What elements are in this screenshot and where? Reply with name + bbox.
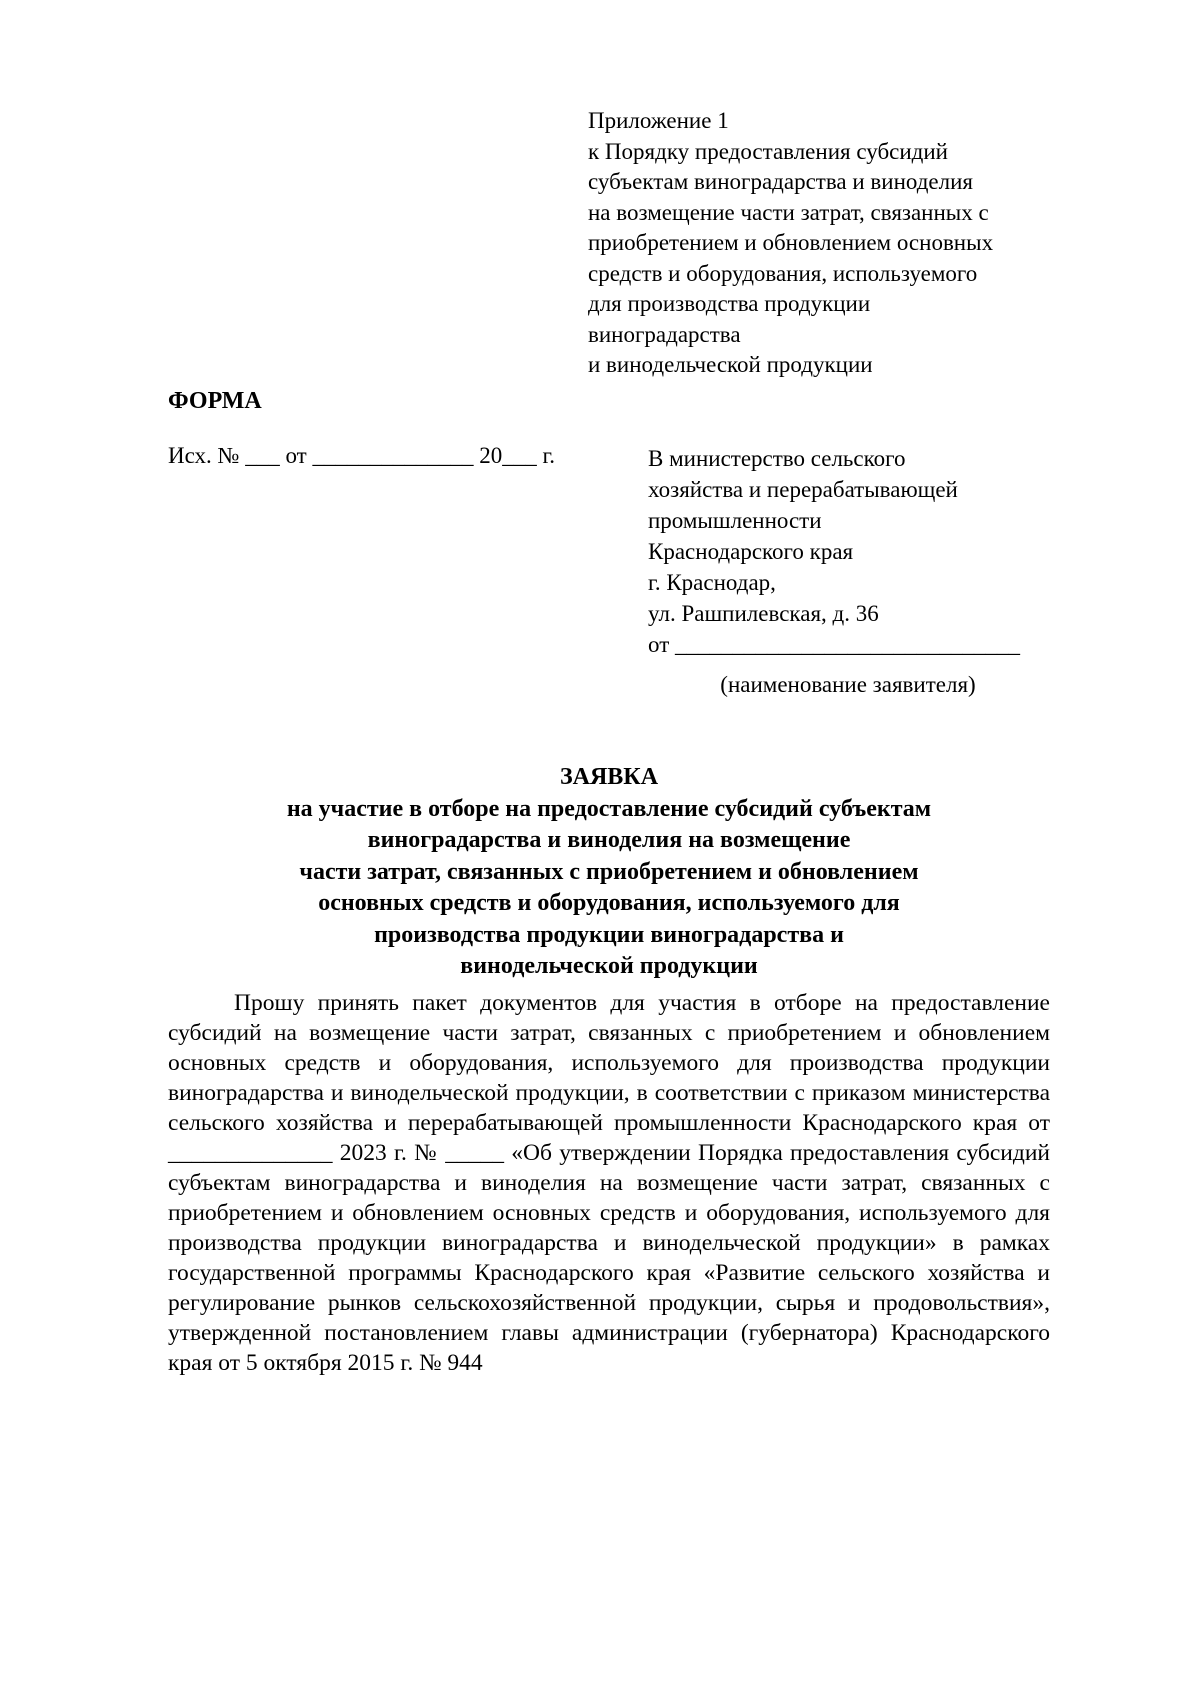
application-subtitle-line: производства продукции виноградарства и xyxy=(374,921,844,948)
application-title: ЗАЯВКА xyxy=(559,764,659,790)
appendix-line: приобретением и обновлением основных xyxy=(588,230,994,255)
appendix-line: средств и оборудования, используемого xyxy=(588,260,978,286)
appendix-line: субъектам виноградарства и виноделия xyxy=(588,169,974,194)
form-label: ФОРМА xyxy=(168,388,262,414)
addressee-from-blank-line: от ______________________________ xyxy=(648,632,1020,657)
appendix-line: Приложение 1 xyxy=(588,108,729,133)
application-subtitle-line: на участие в отборе на предоставление субсидий субъектам xyxy=(286,795,932,822)
addressee-line: ул. Рашпилевская, д. 36 xyxy=(648,601,879,626)
addressee-line: В министерство сельского xyxy=(648,446,906,471)
application-title-block xyxy=(168,762,1050,983)
addressee-caption: (наименование заявителя) xyxy=(720,672,976,697)
addressee-line: промышленности xyxy=(648,508,822,533)
application-subtitle-line: виноградарства и виноделия на возмещение xyxy=(367,827,851,853)
addressee-line: г. Краснодар, xyxy=(648,570,776,595)
appendix-line: виноградарства xyxy=(588,321,741,347)
body-paragraph: Прошу принять пакет документов для участия в отборе на предоставление субсидий на возмещение части затрат, связанных с приобретением и обновлением основных средств и оборудования, используемого для производства продукции виноградарства и винодельческой продукции, в соответствии с приказом министерства сельского хозяйства и перерабатывающей промышленности Краснодарского края от ______________ 2023 г. № _____ «Об утверждении Порядка предоставления субсидий субъектам виноградарства и виноделия на возмещение части затрат, связанных с приобретением и обновлением основных средств и оборудования, используемого для производства продукции виноградарства и винодельческой продукции» в рамках государственной программы Краснодарского края «Развитие сельского хозяйства и регулирование рынков сельскохозяйственной продукции, сырья и продовольствия», утвержденной постановлением главы администрации (губернатора) Краснодарского края от 5 октября 2015 г. № 944 xyxy=(168,990,1050,1376)
appendix-line: на возмещение части затрат, связанных с xyxy=(588,199,989,225)
addressee-block xyxy=(648,443,1058,660)
appendix-line: к Порядку предоставления субсидий xyxy=(588,138,948,164)
application-subtitle-line: основных средств и оборудования, используемого для xyxy=(318,890,900,916)
appendix-line: и винодельческой продукции xyxy=(588,352,873,377)
addressee-line: хозяйства и перерабатывающей xyxy=(648,477,958,502)
appendix-line: для производства продукции xyxy=(588,291,871,316)
application-subtitle-line: винодельческой продукции xyxy=(460,953,758,979)
appendix-reference-block xyxy=(588,106,1063,381)
application-subtitle-line: части затрат, связанных с приобретением и обновлением xyxy=(299,858,919,885)
outgoing-number-line: Исх. № ___ от ______________ 20___ г. xyxy=(168,443,556,468)
addressee-line: Краснодарского края xyxy=(648,539,854,564)
